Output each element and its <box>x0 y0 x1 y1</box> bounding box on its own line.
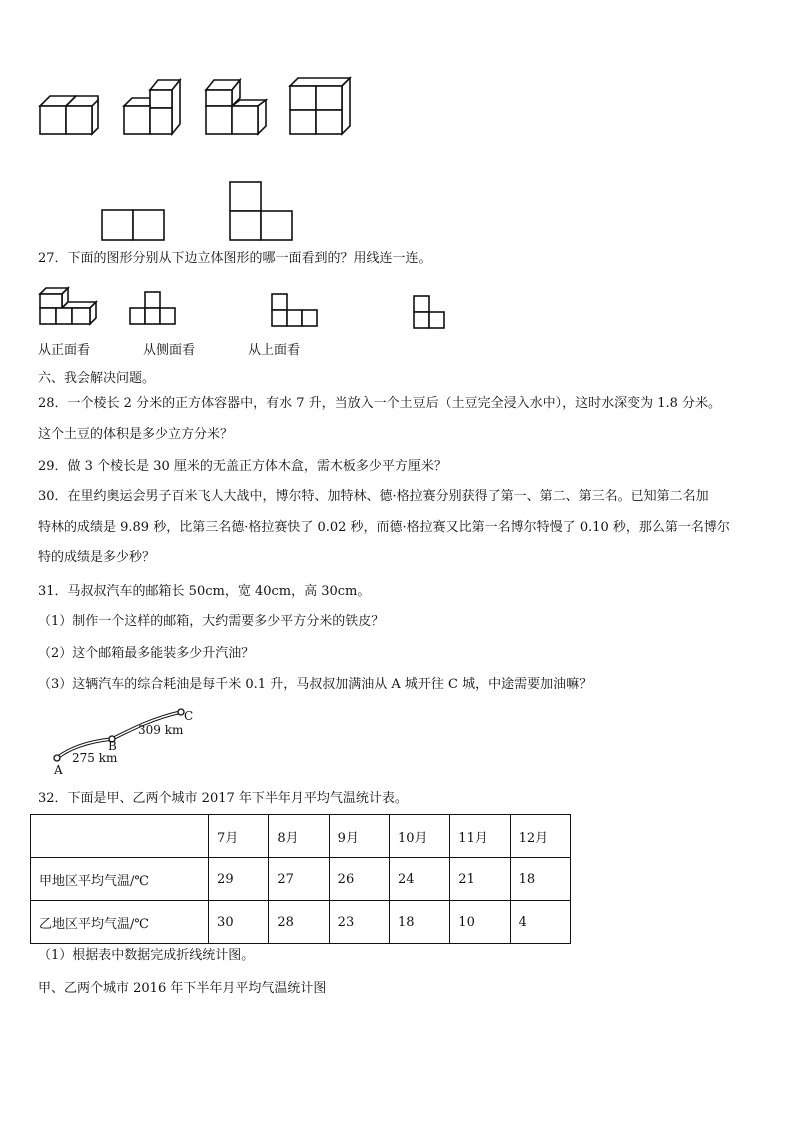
table-cell: 26 <box>329 858 389 901</box>
point-c-label: C <box>184 709 194 723</box>
q27-label-front: 从正面看 <box>38 343 91 358</box>
point-a-label: A <box>54 763 63 777</box>
cube-figure-3 <box>204 76 270 138</box>
view-l-shape <box>228 180 294 242</box>
chart-title: 甲、乙两个城市 2016 年下半年月平均气温统计图 <box>38 981 327 996</box>
q31-part1: （1）制作一个这样的邮箱，大约需要多少平方分米的铁皮？ <box>38 614 385 629</box>
distance-ab: 275 km <box>72 751 118 765</box>
q30-line1: 30．在里约奥运会男子百米飞人大战中，博尔特、加特林、德·格拉赛分别获得了第一、第二、第三名。已知第二名加 <box>38 489 709 504</box>
cube-figure-4 <box>288 74 354 138</box>
q27-text: 27．下面的图形分别从下边立体图形的哪一面看到的？用线连一连。 <box>38 251 432 266</box>
distance-bc: 309 km <box>138 723 184 737</box>
view-two-squares <box>100 208 166 242</box>
table-row <box>31 858 571 901</box>
section-6-heading: 六、我会解决问题。 <box>38 371 156 386</box>
table-cell: 30 <box>209 901 269 944</box>
table-cell: 21 <box>450 858 510 901</box>
table-cell: 10 <box>450 901 510 944</box>
table-corner-cell <box>31 815 209 858</box>
q30-line2: 特林的成绩是 9.89 秒，比第三名德·格拉赛快了 0.02 秒，而德·格拉赛又比第一名博尔特慢了 0.10 秒，那么第一名博尔 <box>38 520 730 535</box>
q27-view-a <box>128 290 178 326</box>
temperature-table <box>30 814 571 944</box>
month-header: 12月 <box>510 815 570 858</box>
table-header-row <box>31 815 571 858</box>
row-label: 乙地区平均气温/℃ <box>31 901 209 944</box>
table-cell: 4 <box>510 901 570 944</box>
q32-text: 32．下面是甲、乙两个城市 2017 年下半年月平均气温统计表。 <box>38 791 408 806</box>
month-header: 8月 <box>269 815 329 858</box>
table-cell: 27 <box>269 858 329 901</box>
q28-line2: 这个土豆的体积是多少立方分米？ <box>38 427 234 442</box>
table-cell: 18 <box>510 858 570 901</box>
q31-part2: （2）这个邮箱最多能装多少升汽油？ <box>38 646 255 661</box>
q27-label-side: 从侧面看 <box>143 343 196 358</box>
q30-line3: 特的成绩是多少秒？ <box>38 550 156 565</box>
point-b-label: B <box>108 739 117 753</box>
month-header: 11月 <box>450 815 510 858</box>
table-cell: 24 <box>389 858 449 901</box>
month-header: 9月 <box>329 815 389 858</box>
q27-view-b <box>270 292 320 328</box>
cube-figure-1 <box>36 92 102 138</box>
month-header: 10月 <box>389 815 449 858</box>
q31-stem: 31．马叔叔汽车的邮箱长 50cm，宽 40cm，高 30cm。 <box>38 584 371 599</box>
q29-text: 29．做 3 个棱长是 30 厘米的无盖正方体木盒，需木板多少平方厘米？ <box>38 459 447 474</box>
table-cell: 28 <box>269 901 329 944</box>
q27-label-top: 从上面看 <box>248 343 301 358</box>
q28-line1: 28．一个棱长 2 分米的正方体容器中，有水 7 升，当放入一个土豆后（土豆完全浸入水中），这时水深变为 1.8 分米。 <box>38 396 722 411</box>
table-cell: 29 <box>209 858 269 901</box>
table-row <box>31 901 571 944</box>
q32-part1: （1）根据表中数据完成折线统计图。 <box>38 948 255 963</box>
point-a-dot <box>54 755 60 761</box>
q27-solid-figure <box>38 284 100 328</box>
q27-view-c <box>412 294 448 330</box>
route-diagram <box>44 706 204 778</box>
row-label: 甲地区平均气温/℃ <box>31 858 209 901</box>
table-cell: 18 <box>389 901 449 944</box>
q31-part3: （3）这辆汽车的综合耗油是每千米 0.1 升，马叔叔加满油从 A 城开往 C 城，中途需要加油嘛？ <box>38 677 593 692</box>
cube-figure-2 <box>122 76 184 138</box>
table-cell: 23 <box>329 901 389 944</box>
month-header: 7月 <box>209 815 269 858</box>
